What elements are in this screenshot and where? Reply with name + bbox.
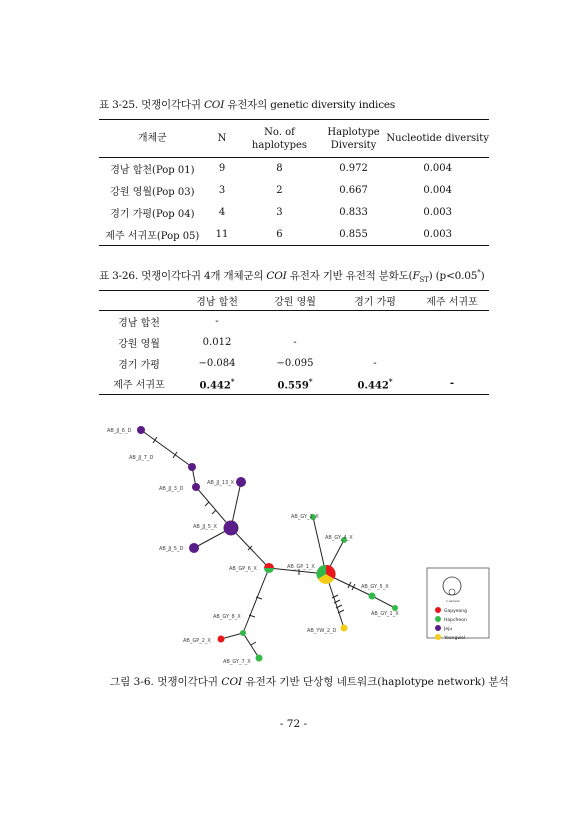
node-label: AB_JJ_7_D bbox=[129, 455, 154, 461]
table2-caption bbox=[99, 268, 484, 284]
table-cell: 0.012 bbox=[202, 336, 232, 348]
table-cell: 4 bbox=[218, 207, 226, 218]
table-cell: 제주 서귀포 bbox=[99, 374, 179, 395]
table-cell: 3 bbox=[218, 185, 226, 196]
table1-caption-prefix: 표 3-25. 멋쟁이각다귀 bbox=[99, 99, 204, 111]
legend-label: Hapcheon bbox=[444, 618, 467, 623]
significance-mark: * bbox=[308, 376, 313, 386]
table-cell: 9 bbox=[218, 163, 226, 175]
table-cell-significant bbox=[179, 374, 255, 395]
mutation-tick bbox=[153, 437, 157, 443]
table2-caption-mid: 유전자 기반 유전적 분화도( bbox=[286, 270, 413, 282]
table-cell: −0.095 bbox=[276, 357, 314, 369]
network-edge bbox=[196, 487, 231, 528]
node-slice-hapcheon bbox=[264, 568, 274, 573]
table-cell bbox=[255, 311, 335, 332]
table1-caption bbox=[99, 97, 395, 112]
significance-mark: * bbox=[388, 376, 393, 386]
th-population: 개체군 bbox=[99, 120, 206, 158]
table-cell bbox=[415, 332, 489, 353]
page-number: - 72 - bbox=[279, 718, 308, 730]
table2-caption-stat-sub: ST bbox=[419, 276, 429, 285]
table2-caption-star: * bbox=[477, 268, 481, 277]
table-row bbox=[99, 353, 489, 374]
table-row bbox=[99, 180, 489, 202]
node-label: AB_JJ_13_X bbox=[207, 480, 235, 486]
node-label: AB_JJ_6_D bbox=[107, 428, 132, 434]
haplotype-node-jeju bbox=[236, 477, 246, 487]
table-cell: - bbox=[215, 315, 219, 327]
genetic-diversity-table bbox=[99, 119, 489, 246]
haplotype-node-central bbox=[316, 565, 335, 584]
table2-caption-close: ) bbox=[480, 270, 485, 282]
table-cell: 경기 가평 bbox=[118, 359, 160, 371]
figure-caption-gene: COI bbox=[221, 676, 243, 688]
table-cell: - bbox=[415, 374, 489, 395]
legend-swatch-yeongwol bbox=[435, 634, 441, 640]
node-label: AB_JJ_5_D bbox=[159, 546, 184, 552]
table1-header-row bbox=[99, 120, 489, 158]
table-cell: 2 bbox=[276, 185, 283, 196]
haplotype-node-jeju bbox=[137, 426, 145, 434]
table-cell: −0.084 bbox=[198, 357, 236, 369]
table-cell-significant bbox=[255, 374, 335, 395]
mutation-tick bbox=[212, 510, 216, 514]
th-gapyeong: 경기 가평 bbox=[335, 291, 415, 311]
table-cell: 경남 합천(Pop 01) bbox=[110, 165, 195, 177]
node-label: AB_YW_2_D bbox=[307, 628, 337, 634]
figure-caption-suffix: 유전자 기반 단상형 네트워크(haplotype network) 분석 bbox=[242, 676, 509, 688]
table-cell: 경기 가평(Pop 04) bbox=[110, 209, 195, 220]
significance-mark: * bbox=[230, 376, 235, 386]
fst-value: 0.559 bbox=[277, 379, 309, 391]
th-haplotype-diversity-line2: Diversity bbox=[330, 139, 377, 151]
th-nucleotide-diversity: Nucleotide diversity bbox=[386, 120, 489, 158]
haplotype-node-jeju bbox=[224, 521, 239, 536]
table-cell: 제주 서귀포(Pop 05) bbox=[99, 224, 206, 246]
table2-caption-end: ) (p<0.05 bbox=[428, 270, 478, 282]
table-row bbox=[99, 158, 489, 180]
th-haplotype-count-line2: haplotypes bbox=[251, 139, 308, 151]
table-cell: 0.972 bbox=[339, 163, 368, 175]
node-label: AB_GY_5_X bbox=[361, 584, 389, 590]
legend-scale-label: 1 sample bbox=[446, 599, 460, 603]
node-labels bbox=[107, 428, 399, 665]
node-label: AB_JJ_3_D bbox=[159, 486, 184, 492]
node-label: AB_GP_2_X bbox=[183, 638, 211, 644]
table2-caption-stat: F bbox=[412, 270, 420, 282]
table-cell: 6 bbox=[238, 224, 320, 246]
haplotype-node-jeju bbox=[192, 483, 200, 491]
table-cell: 0.004 bbox=[423, 163, 453, 175]
legend-label: Yeongwol bbox=[444, 636, 466, 641]
node-label: AB_GP_6_X bbox=[229, 566, 257, 572]
haplotype-node-jeju bbox=[189, 543, 199, 553]
network-edge bbox=[243, 568, 269, 633]
table-cell: 11 bbox=[206, 224, 239, 246]
node-label: AB_GY_4_X bbox=[325, 535, 353, 541]
node-label: AB_GY_8_X bbox=[213, 614, 241, 620]
table-cell-significant bbox=[335, 374, 415, 395]
table-cell: 8 bbox=[276, 163, 283, 175]
table-row bbox=[99, 374, 489, 395]
table-cell: - bbox=[293, 336, 297, 348]
table-cell: 강원 영월(Pop 03) bbox=[110, 187, 195, 198]
table-row bbox=[99, 332, 489, 353]
legend-swatch-gapyeong bbox=[435, 607, 441, 613]
legend-label: Jeju bbox=[444, 627, 453, 632]
table2-header-row bbox=[99, 291, 489, 311]
table-cell: 강원 영월 bbox=[118, 338, 160, 350]
node-label: AB_GP_1_X bbox=[287, 564, 315, 570]
haplotype-node-yeongwol bbox=[341, 625, 348, 632]
table-cell: 0.833 bbox=[339, 207, 368, 218]
haplotype-node-hapcheon bbox=[240, 630, 246, 636]
mutation-ticks bbox=[153, 437, 355, 645]
table-cell: 0.855 bbox=[321, 224, 387, 246]
haplotype-node-jeju bbox=[188, 463, 196, 471]
node-label: AB_JJ_5_X bbox=[193, 524, 217, 530]
table2-caption-gene: COI bbox=[266, 270, 287, 282]
mutation-tick bbox=[251, 642, 256, 645]
table-cell: 0.004 bbox=[423, 185, 453, 196]
fst-table bbox=[99, 290, 489, 395]
table2-caption-prefix: 표 3-26. 멋쟁이각다귀 4개 개체군의 bbox=[99, 270, 267, 282]
mutation-tick bbox=[205, 502, 209, 506]
network-edge bbox=[243, 633, 259, 658]
th-haplotype-count-line1: No. of bbox=[264, 126, 295, 138]
table-cell bbox=[415, 311, 489, 332]
table-cell: 0.667 bbox=[339, 185, 368, 196]
figure-caption bbox=[110, 674, 509, 689]
th-haplotype-diversity bbox=[321, 120, 387, 158]
haplotype-node-hapcheon bbox=[256, 655, 263, 662]
fst-value: 0.442 bbox=[357, 379, 389, 391]
legend-label: Gapyeong bbox=[444, 609, 467, 614]
table-row bbox=[99, 311, 489, 332]
haplotype-node-hapcheon bbox=[369, 593, 376, 600]
th-haplotype-diversity-line1: Haplotype bbox=[327, 126, 380, 138]
th-hapcheon: 경남 합천 bbox=[179, 291, 255, 311]
node-label: AB_GY_7_X bbox=[223, 659, 251, 665]
node-label: AB_GY_1_X bbox=[371, 611, 399, 617]
table-row bbox=[99, 224, 489, 246]
haplotype-node-gapyeong bbox=[218, 636, 225, 643]
table-cell bbox=[415, 353, 489, 374]
network-edge bbox=[372, 596, 395, 608]
network-legend bbox=[427, 568, 489, 641]
th-haplotype-count bbox=[238, 120, 320, 158]
table-cell bbox=[335, 332, 415, 353]
table-cell: 3 bbox=[276, 207, 283, 218]
th-blank bbox=[99, 291, 179, 311]
legend-swatch-jeju bbox=[435, 625, 441, 631]
table1-caption-gene: COI bbox=[203, 99, 225, 111]
th-n: N bbox=[206, 120, 239, 158]
mutation-tick bbox=[173, 452, 177, 458]
table-row bbox=[99, 202, 489, 224]
th-seogwipo: 제주 서귀포 bbox=[415, 291, 489, 311]
haplotype-network bbox=[99, 420, 519, 670]
legend-swatch-hapcheon bbox=[435, 616, 441, 622]
haplotype-node-mixed-gp6 bbox=[264, 563, 274, 573]
table-cell: - bbox=[373, 357, 377, 369]
table1-caption-suffix: 유전자의 genetic diversity indices bbox=[224, 99, 396, 111]
table-cell: 경남 합천 bbox=[118, 317, 160, 329]
network-edge bbox=[141, 430, 192, 467]
table-cell: 0.003 bbox=[423, 207, 453, 218]
figure-caption-prefix: 그림 3-6. 멋쟁이각다귀 bbox=[110, 676, 222, 688]
fst-value: 0.442 bbox=[199, 379, 231, 391]
node-label: AB_GY_2_X bbox=[291, 514, 319, 520]
table-cell bbox=[335, 311, 415, 332]
table-cell: 0.003 bbox=[386, 224, 489, 246]
network-edges bbox=[141, 430, 395, 658]
th-yeongwol: 강원 영월 bbox=[255, 291, 335, 311]
